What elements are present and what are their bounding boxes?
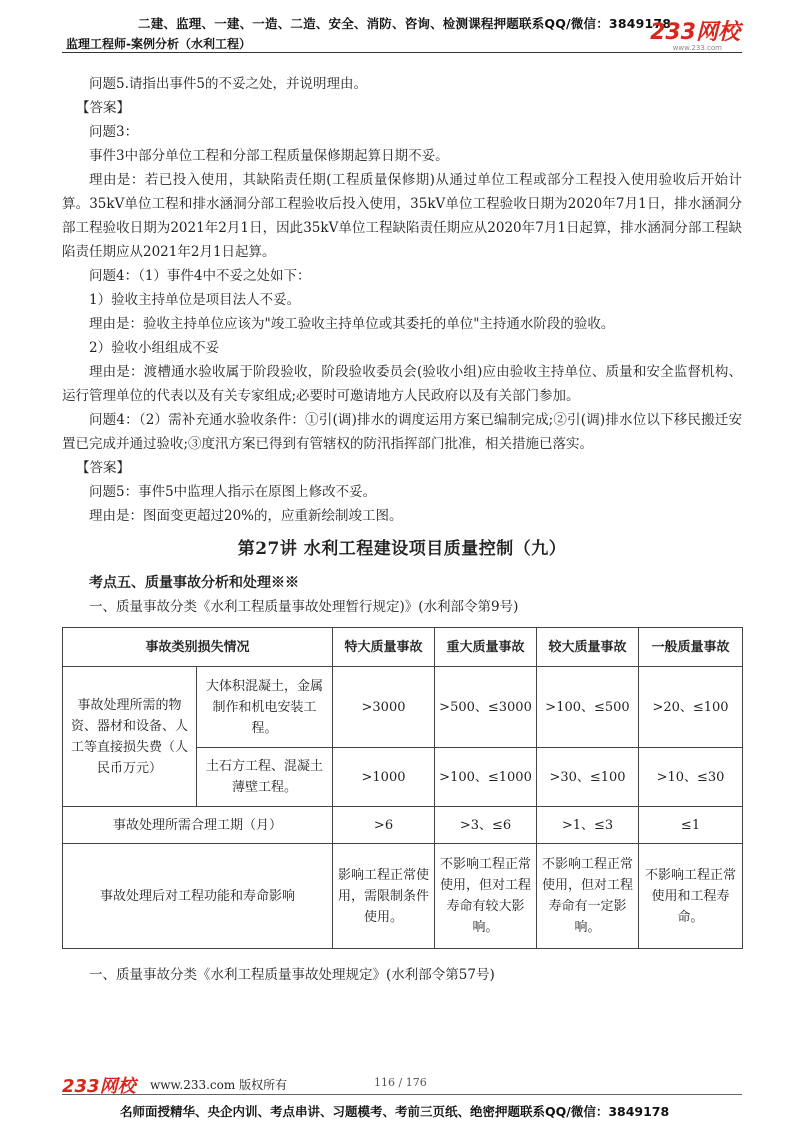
row-b-general: >10、≤30 xyxy=(639,748,743,807)
q3-label: 问题3： xyxy=(89,124,139,140)
table-header-row xyxy=(63,628,743,667)
impact-label: 事故处理后对工程功能和寿命影响 xyxy=(63,844,333,949)
classification-2: 一、质量事故分类《水利工程质量事故处理规定》(水利部令第57号) xyxy=(89,967,495,983)
q4-item-2: 2）验收小组组成不妥 xyxy=(89,340,220,356)
row-b-large: >30、≤100 xyxy=(537,748,639,807)
q4-reason-2: 理由是：渡槽通水验收属于阶段验收，阶段验收委员会(验收小组)应由验收主持单位、质量和安全监督机构、运行管理单位的代表以及有关专家组成;必要时可邀请地方人民政府以及有关部门参加。 xyxy=(62,364,742,404)
q5-answer: 问题5：事件5中监理人指示在原图上修改不妥。 xyxy=(89,484,377,500)
period-label: 事故处理所需合理工期（月） xyxy=(63,807,333,844)
q4-item-1: 1）验收主持单位是项目法人不妥。 xyxy=(89,292,301,308)
answer-label: 【答案】 xyxy=(76,100,130,116)
footer-site: www.233.com 版权所有 xyxy=(150,1078,288,1092)
period-major: >3、≤6 xyxy=(435,807,537,844)
row-b-subcategory: 土石方工程、混凝土薄壁工程。 xyxy=(197,748,333,807)
page-number: 116 / 176 xyxy=(374,1076,427,1089)
table-row xyxy=(63,667,743,748)
header-rule xyxy=(62,52,742,53)
page-content xyxy=(62,72,742,987)
row-a-subcategory: 大体积混凝土，金属制作和机电安装工程。 xyxy=(197,667,333,748)
impact-extra-major: 影响工程正常使用，需限制条件使用。 xyxy=(333,844,435,949)
row-a-large: >100、≤500 xyxy=(537,667,639,748)
footer-logo: 233网校 xyxy=(62,1076,136,1097)
impact-large: 不影响工程正常使用，但对工程寿命有一定影响。 xyxy=(537,844,639,949)
q3-paragraph-2: 理由是：若已投入使用，其缺陷责任期(工程质量保修期)从通过单位工程或部分工程投入使用验收后开始计算。35kV单位工程和排水涵洞分部工程验收后投入使用，35kV单位工程验收日期为2020年7月1日，排水涵洞分部工程验收日期为2021年2月1日，因此35kV单位工程缺陷责任期应从2020年7月1日起算，排水涵洞分部工程缺陷责任期应从2021年2月1日起算。 xyxy=(62,172,742,260)
q5-reason: 理由是：图面变更超过20%的，应重新绘制竣工图。 xyxy=(89,508,403,524)
period-large: >1、≤3 xyxy=(537,807,639,844)
answer-label-2: 【答案】 xyxy=(76,460,130,476)
q4-paragraph-2: 问题4：（2）需补充通水验收条件：①引(调)排水的调度运用方案已编制完成;②引(调)排水位以下移民搬迁安置已完成并通过验收;③度汛方案已得到有管辖权的防汛指挥部门批准，相关措施已落实。 xyxy=(62,412,742,452)
header-subtitle: 监理工程师-案例分析（水利工程） xyxy=(66,37,251,51)
question-5: 问题5.请指出事件5的不妥之处，并说明理由。 xyxy=(89,76,367,92)
row-b-extra-major: >1000 xyxy=(333,748,435,807)
impact-general: 不影响工程正常使用和工程寿命。 xyxy=(639,844,743,949)
quality-accident-table xyxy=(62,627,743,949)
q4-intro: 问题4：（1）事件4中不妥之处如下： xyxy=(89,268,311,284)
classification-1: 一、质量事故分类《水利工程质量事故处理暂行规定)》(水利部令第9号) xyxy=(89,599,519,615)
footer-promo: 名师面授精华、央企内训、考点串讲、习题模考、考前三页纸、绝密押题联系QQ/微信：3849178 xyxy=(120,1104,670,1119)
table-row xyxy=(63,807,743,844)
row-a-extra-major: >3000 xyxy=(333,667,435,748)
key-point-5: 考点五、质量事故分析和处理※※ xyxy=(89,575,299,591)
header-general: 一般质量事故 xyxy=(639,628,743,667)
header-extra-major: 特大质量事故 xyxy=(333,628,435,667)
q4-reason-1: 理由是：验收主持单位应该为"竣工验收主持单位或其委托的单位"主持通水阶段的验收。 xyxy=(89,316,615,332)
header-promo: 二建、监理、一建、一造、二造、安全、消防、咨询、检测课程押题联系QQ/微信：3849178 xyxy=(138,16,672,31)
impact-major: 不影响工程正常使用，但对工程寿命有较大影响。 xyxy=(435,844,537,949)
row-b-major: >100、≤1000 xyxy=(435,748,537,807)
footer-rule xyxy=(62,1094,742,1095)
header-logo-url: www.233.com xyxy=(672,44,722,52)
header-category: 事故类别损失情况 xyxy=(63,628,333,667)
header-large: 较大质量事故 xyxy=(537,628,639,667)
table-row xyxy=(63,844,743,949)
row-a-major: >500、≤3000 xyxy=(435,667,537,748)
period-extra-major: >6 xyxy=(333,807,435,844)
q3-paragraph-1: 事件3中部分单位工程和分部工程质量保修期起算日期不妥。 xyxy=(89,148,449,164)
lecture-title: 第27讲 水利工程建设项目质量控制（九） xyxy=(237,539,567,559)
header-major: 重大质量事故 xyxy=(435,628,537,667)
cost-label-cell: 事故处理所需的物资、器材和设备、人工等直接损失费（人民币万元） xyxy=(63,667,197,807)
header-logo: 233网校 xyxy=(650,20,740,45)
row-a-general: >20、≤100 xyxy=(639,667,743,748)
period-general: ≤1 xyxy=(639,807,743,844)
